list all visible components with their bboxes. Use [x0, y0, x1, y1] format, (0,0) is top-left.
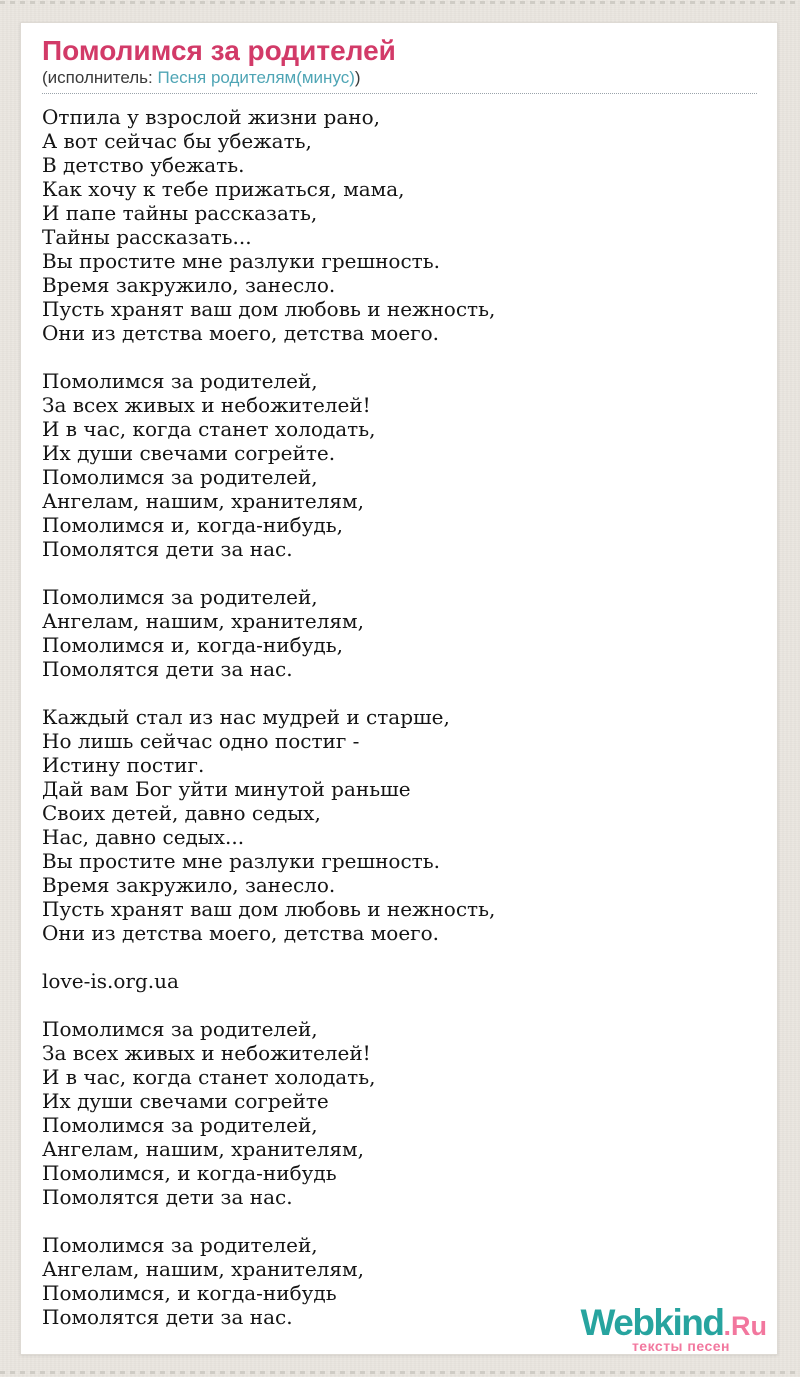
lyrics-line: Помолимся и, когда-нибудь, [42, 633, 343, 657]
lyrics-line: Помолятся дети за нас. [42, 537, 293, 561]
lyrics-line: Истину постиг. [42, 753, 205, 777]
lyrics-line: В детство убежать. [42, 153, 245, 177]
artist-label: (исполнитель: [42, 68, 158, 87]
lyrics-line: Но лишь сейчас одно постиг - [42, 729, 360, 753]
lyrics-line: А вот сейчас бы убежать, [42, 129, 312, 153]
lyrics-line: Ангелам, нашим, хранителям, [42, 1137, 364, 1161]
page-title: Помолимся за родителей [42, 35, 396, 66]
lyrics-verse [42, 969, 757, 993]
lyrics-verse [42, 585, 757, 681]
lyrics-line: Они из детства моего, детства моего. [42, 921, 440, 945]
lyrics-line: Помолимся за родителей, [42, 1233, 318, 1257]
artist-link[interactable]: Песня родителям(минус) [157, 68, 355, 87]
lyrics-line: Ангелам, нашим, хранителям, [42, 1257, 364, 1281]
lyrics-line: Пусть хранят ваш дом любовь и нежность, [42, 897, 496, 921]
stitched-border-top [0, 1, 800, 4]
lyrics-line: Время закружило, занесло. [42, 873, 336, 897]
lyrics-line: Они из детства моего, детства моего. [42, 321, 440, 345]
lyrics-line: Помолятся дети за нас. [42, 1185, 293, 1209]
lyrics-line: Вы простите мне разлуки грешность. [42, 249, 440, 273]
lyrics-line: Помолятся дети за нас. [42, 1305, 293, 1329]
webkind-logo[interactable] [581, 1304, 768, 1353]
lyrics-line: За всех живых и небожителей! [42, 1041, 371, 1065]
lyrics-verse [42, 105, 757, 345]
lyrics-line: Дай вам Бог уйти минутой раньше [42, 777, 411, 801]
lyrics-card [20, 22, 778, 1355]
lyrics-text [42, 105, 757, 1329]
logo-wordmark: Webkind [580, 1302, 724, 1343]
lyrics-line: Помолимся за родителей, [42, 585, 318, 609]
lyrics-line: Помолимся, и когда-нибудь [42, 1281, 337, 1305]
lyrics-line: Каждый стал из нас мудрей и старше, [42, 705, 450, 729]
lyrics-line: Помолимся за родителей, [42, 465, 318, 489]
artist-line [42, 68, 757, 94]
logo-tagline: тексты песен [631, 1338, 730, 1354]
lyrics-line: Тайны рассказать... [42, 225, 252, 249]
lyrics-line: И папе тайны рассказать, [42, 201, 318, 225]
lyrics-line: Как хочу к тебе прижаться, мама, [42, 177, 405, 201]
lyrics-verse [42, 1017, 757, 1209]
lyrics-line: Помолимся, и когда-нибудь [42, 1161, 337, 1185]
lyrics-line: Их души свечами согрейте. [42, 441, 336, 465]
lyrics-line: Вы простите мне разлуки грешность. [42, 849, 440, 873]
lyrics-line: Помолятся дети за нас. [42, 657, 293, 681]
lyrics-line: Нас, давно седых... [42, 825, 245, 849]
lyrics-line: И в час, когда станет холодать, [42, 417, 376, 441]
lyrics-line: Ангелам, нашим, хранителям, [42, 489, 364, 513]
lyrics-line: Время закружило, занесло. [42, 273, 336, 297]
stitched-border-bottom [0, 1371, 800, 1374]
logo-domain-suffix: .Ru [723, 1311, 767, 1341]
lyrics-line: И в час, когда станет холодать, [42, 1065, 376, 1089]
lyrics-line: Помолимся за родителей, [42, 369, 318, 393]
lyrics-verse [42, 705, 757, 945]
lyrics-line: Помолимся за родителей, [42, 1113, 318, 1137]
lyrics-line: Пусть хранят ваш дом любовь и нежность, [42, 297, 496, 321]
lyrics-line: Отпила у взрослой жизни рано, [42, 105, 380, 129]
lyrics-line: love-is.org.ua [42, 969, 179, 993]
lyrics-line: Их души свечами согрейте [42, 1089, 329, 1113]
lyrics-line: Своих детей, давно седых, [42, 801, 321, 825]
lyrics-line: За всех живых и небожителей! [42, 393, 371, 417]
lyrics-line: Помолимся и, когда-нибудь, [42, 513, 343, 537]
artist-suffix: ) [354, 68, 361, 87]
lyrics-verse [42, 369, 757, 561]
lyrics-line: Помолимся за родителей, [42, 1017, 318, 1041]
lyrics-line: Ангелам, нашим, хранителям, [42, 609, 364, 633]
